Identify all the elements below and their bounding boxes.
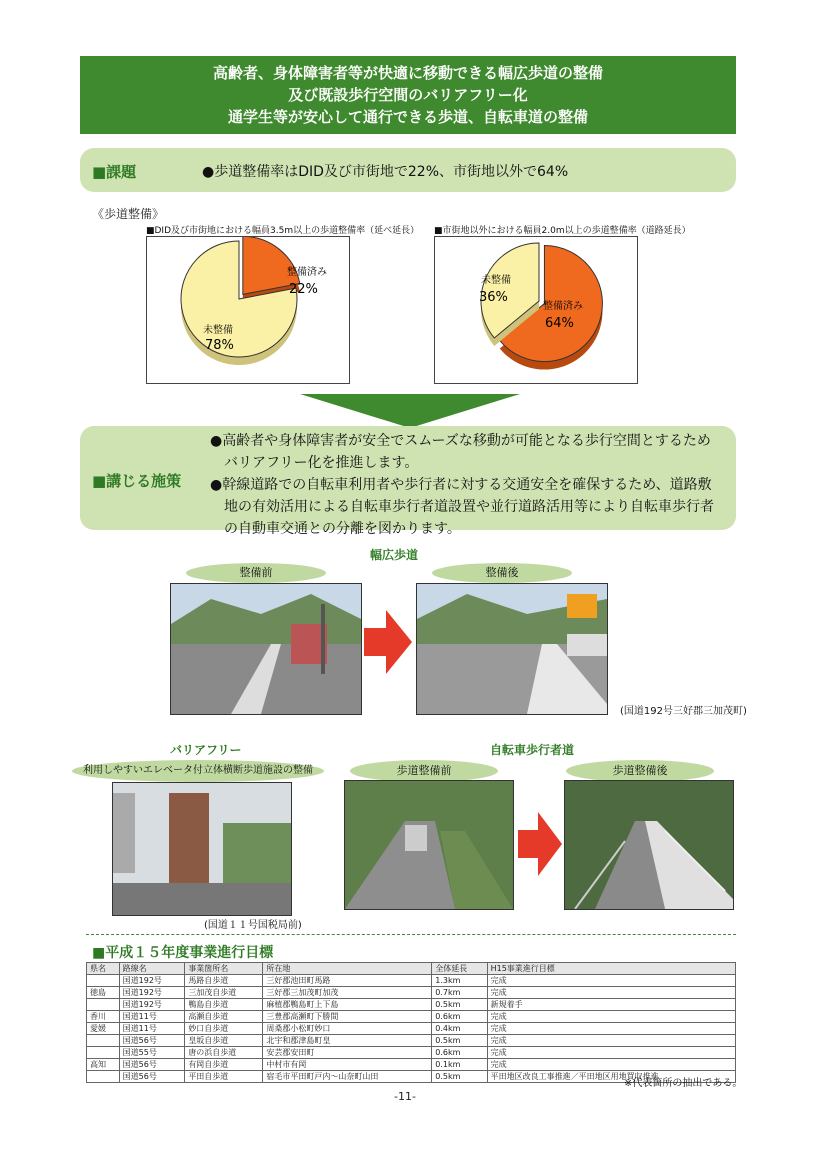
table-cell: 国道55号 <box>119 1047 185 1059</box>
issue-text: ●歩道整備率はDID及び市街地で22%、市街地以外で64% <box>202 164 569 180</box>
table-cell: 完成 <box>487 1023 735 1035</box>
table-cell: 鴨島自歩道 <box>185 999 263 1011</box>
table-cell: 0.5km <box>432 1035 487 1047</box>
measures-box <box>80 426 736 537</box>
table-row <box>87 1035 736 1047</box>
bicycle-before-photo <box>344 780 514 910</box>
table-row <box>87 987 736 999</box>
issue-box <box>80 148 736 192</box>
col-target: H15事業進行目標 <box>487 963 735 975</box>
table-cell: 0.7km <box>432 987 487 999</box>
measures-line-5: の自動車交通との分離を図かります。 <box>210 521 461 537</box>
chart2-svg <box>435 237 637 383</box>
title-line-2: 及び既設歩行空間のバリアフリー化 <box>288 86 528 104</box>
charts-heading: 《歩道整備》 <box>92 207 165 221</box>
table-cell: 宿毛市平田町戸内～山奈町山田 <box>263 1071 432 1083</box>
table-row <box>87 1011 736 1023</box>
table-cell: 国道56号 <box>119 1035 185 1047</box>
chart1-title: ■DID及び市街地における幅員3.5m以上の歩道整備率（延べ延長） <box>146 226 420 236</box>
chart2-title: ■市街地以外における幅員2.0m以上の歩道整備率（道路延長） <box>434 226 691 236</box>
table-cell: 完成 <box>487 1059 735 1071</box>
barrier-free-photo <box>112 782 292 916</box>
table-cell: 0.4km <box>432 1023 487 1035</box>
wide-after-photo <box>416 583 608 715</box>
wide-after-label: 整備後 <box>432 563 572 583</box>
chart2-value-not: 36% <box>479 290 508 305</box>
table-cell: 完成 <box>487 987 735 999</box>
chart2-pie <box>481 243 602 370</box>
table-cell: 三豊郡高瀬町下勝間 <box>263 1011 432 1023</box>
chart1-label-done: 整備済み <box>287 267 327 278</box>
col-length: 全体延長 <box>432 963 487 975</box>
chart1-label-not: 未整備 <box>203 325 233 336</box>
table-cell: 高知 <box>87 1059 120 1071</box>
table-header-row <box>87 963 736 975</box>
arrow-right-icon-2 <box>518 812 562 876</box>
wide-caption: (国道192号三好郡三加茂町) <box>620 706 747 717</box>
chart1-frame <box>146 236 350 384</box>
chart1-pie <box>181 237 300 365</box>
table-cell: 高瀬自歩道 <box>185 1011 263 1023</box>
table-cell: 新規着手 <box>487 999 735 1011</box>
table-row <box>87 1023 736 1035</box>
table-cell: 平田地区改良工事推進／平田地区用地買収推進 <box>487 1071 735 1083</box>
table-cell <box>87 999 120 1011</box>
table-cell: 三加茂自歩道 <box>185 987 263 999</box>
table-cell: 国道11号 <box>119 1023 185 1035</box>
table-cell: 安芸郡安田町 <box>263 1047 432 1059</box>
wide-before-photo <box>170 583 362 715</box>
table-cell: 麻植郡鴨島町上下島 <box>263 999 432 1011</box>
table-cell: 完成 <box>487 1011 735 1023</box>
col-route: 路線名 <box>119 963 185 975</box>
table-row <box>87 999 736 1011</box>
table-cell: 0.5km <box>432 999 487 1011</box>
barrier-free-subtitle: 利用しやすいエレベータ付立体横断歩道施設の整備 <box>72 760 324 782</box>
table-cell: 香川 <box>87 1011 120 1023</box>
table-row <box>87 1047 736 1059</box>
table-cell: 北宇和郡津島町皇 <box>263 1035 432 1047</box>
bicycle-after-label: 歩道整備後 <box>566 760 714 782</box>
table-cell: 皇坂自歩道 <box>185 1035 263 1047</box>
chart1-value-done: 22% <box>289 282 318 297</box>
table-cell: 1.3km <box>432 975 487 987</box>
col-pref: 県名 <box>87 963 120 975</box>
arrow-right-icon <box>364 610 412 674</box>
chart2-value-done: 64% <box>545 316 574 331</box>
table-cell: 0.6km <box>432 1011 487 1023</box>
bicycle-after-photo <box>564 780 734 910</box>
table-cell: 完成 <box>487 1035 735 1047</box>
title-line-1: 高齢者、身体障害者等が快適に移動できる幅広歩道の整備 <box>212 64 603 82</box>
targets-heading: ■平成１５年度事業進行目標 <box>92 945 274 961</box>
table-row <box>87 975 736 987</box>
table-cell: 馬路自歩道 <box>185 975 263 987</box>
down-arrow-icon <box>290 386 530 430</box>
table-cell: 国道192号 <box>119 987 185 999</box>
measures-line-3: ●幹線道路での自転車利用者や歩行者に対する交通安全を確保するため、道路敷 <box>210 477 712 493</box>
col-project: 事業箇所名 <box>185 963 263 975</box>
table-cell: 完成 <box>487 975 735 987</box>
chart2-label-done: 整備済み <box>543 301 583 312</box>
table-cell: 三好郡池田町馬路 <box>263 975 432 987</box>
table-cell: 妙口自歩道 <box>185 1023 263 1035</box>
bicycle-before-label: 歩道整備前 <box>350 760 498 782</box>
wide-sidewalk-title: 幅広歩道 <box>370 548 419 562</box>
table-cell: 国道11号 <box>119 1011 185 1023</box>
table-cell <box>87 1047 120 1059</box>
divider <box>86 934 736 935</box>
targets-table <box>86 962 736 1083</box>
table-cell: 0.1km <box>432 1059 487 1071</box>
table-cell: 愛媛 <box>87 1023 120 1035</box>
table-cell <box>87 1071 120 1083</box>
table-row <box>87 1059 736 1071</box>
col-location: 所在地 <box>263 963 432 975</box>
table-body <box>87 975 736 1083</box>
table-cell: 三好郡三加茂町加茂 <box>263 987 432 999</box>
measures-line-4: 地の有効活用による自転車歩行者道設置や並行道路活用等により自転車歩行者 <box>210 499 714 515</box>
table-cell: 完成 <box>487 1047 735 1059</box>
measures-line-2: バリアフリー化を推進します。 <box>210 455 419 471</box>
wide-before-label: 整備前 <box>186 563 326 583</box>
issue-label: ■課題 <box>92 163 137 181</box>
chart1-svg <box>147 237 349 383</box>
title-banner <box>80 56 736 134</box>
table-cell: 国道56号 <box>119 1071 185 1083</box>
table-cell: 中村市有岡 <box>263 1059 432 1071</box>
chart1-value-not: 78% <box>205 338 234 353</box>
measures-text <box>210 430 730 540</box>
table-cell: 平田自歩道 <box>185 1071 263 1083</box>
chart2-frame <box>434 236 638 384</box>
table-cell: 徳島 <box>87 987 120 999</box>
table-cell: 国道192号 <box>119 999 185 1011</box>
title-line-3: 通学生等が安心して通行できる歩道、自転車道の整備 <box>227 108 588 126</box>
table-cell: 国道192号 <box>119 975 185 987</box>
barrier-free-caption: (国道１１号国税局前) <box>204 920 302 931</box>
table-cell: 周桑郡小松町妙口 <box>263 1023 432 1035</box>
table-cell: 有岡自歩道 <box>185 1059 263 1071</box>
table-cell <box>87 975 120 987</box>
table-cell: 0.6km <box>432 1047 487 1059</box>
barrier-free-title: バリアフリー <box>170 743 242 757</box>
table-cell <box>87 1035 120 1047</box>
table-cell: 0.5km <box>432 1071 487 1083</box>
targets-note: ※代表箇所の抽出である。 <box>624 1078 743 1089</box>
bicycle-title: 自転車歩行者道 <box>490 743 575 757</box>
table-cell: 国道56号 <box>119 1059 185 1071</box>
page-number: -11- <box>394 1090 416 1103</box>
measures-line-1: ●高齢者や身体障害者が安全でスムーズな移動が可能となる歩行空間とするため <box>210 433 711 449</box>
chart2-label-not: 未整備 <box>481 275 511 286</box>
table-cell: 唐の浜自歩道 <box>185 1047 263 1059</box>
measures-label: ■講じる施策 <box>92 472 182 490</box>
